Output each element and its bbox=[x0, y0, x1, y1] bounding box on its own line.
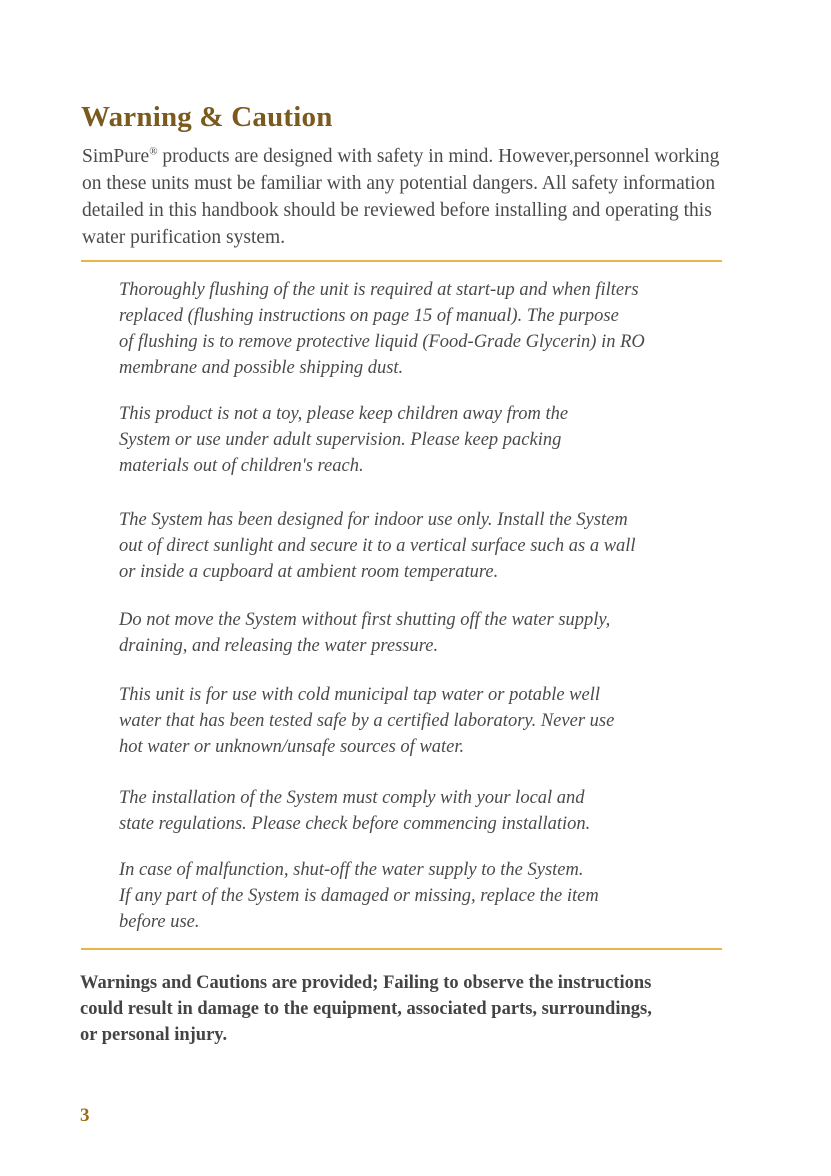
warning-item-regulations: The installation of the System must comply with your local and state regulations. Please check before commencing installation. bbox=[119, 788, 591, 834]
page-number: 3 bbox=[80, 1105, 90, 1126]
bottom-divider bbox=[81, 948, 722, 950]
intro-paragraph bbox=[82, 143, 732, 251]
brand-name: SimPure bbox=[82, 146, 150, 167]
warning-item-indoor-use: The System has been designed for indoor use only. Install the System out of direct sunlight and secure it to a vertical surface such as a wall or inside a cupboard at ambient room temperature. bbox=[119, 510, 636, 582]
page-title: Warning & Caution bbox=[81, 101, 333, 133]
intro-text: products are designed with safety in mind. However,personnel working on these units must be familiar with any potential dangers. All safety information detailed in this handbook should be reviewed before installing and operating this water purification system. bbox=[82, 146, 720, 248]
warning-item-children: This product is not a toy, please keep children away from the System or use under adult supervision. Please keep packing materials out of children's reach. bbox=[119, 404, 569, 476]
warning-item-water-source: This unit is for use with cold municipal tap water or potable well water that has been tested safe by a certified laboratory. Never use hot water or unknown/unsafe sources of water. bbox=[119, 685, 615, 757]
caution-note: Warnings and Cautions are provided; Failing to observe the instructions could result in damage to the equipment, associated parts, surroundings, or personal injury. bbox=[80, 973, 652, 1045]
top-divider bbox=[81, 260, 722, 262]
registered-mark: ® bbox=[149, 145, 158, 158]
warning-item-moving: Do not move the System without first shutting off the water supply, draining, and releasing the water pressure. bbox=[119, 610, 611, 656]
warning-item-malfunction: In case of malfunction, shut-off the water supply to the System. If any part of the System is damaged or missing, replace the item before use. bbox=[119, 860, 599, 932]
warning-item-flushing: Thoroughly flushing of the unit is required at start-up and when filters replaced (flushing instructions on page 15 of manual). The purpose of flushing is to remove protective liquid (Food-Grade Glycerin) in RO membrane and possible shipping dust. bbox=[119, 280, 645, 378]
